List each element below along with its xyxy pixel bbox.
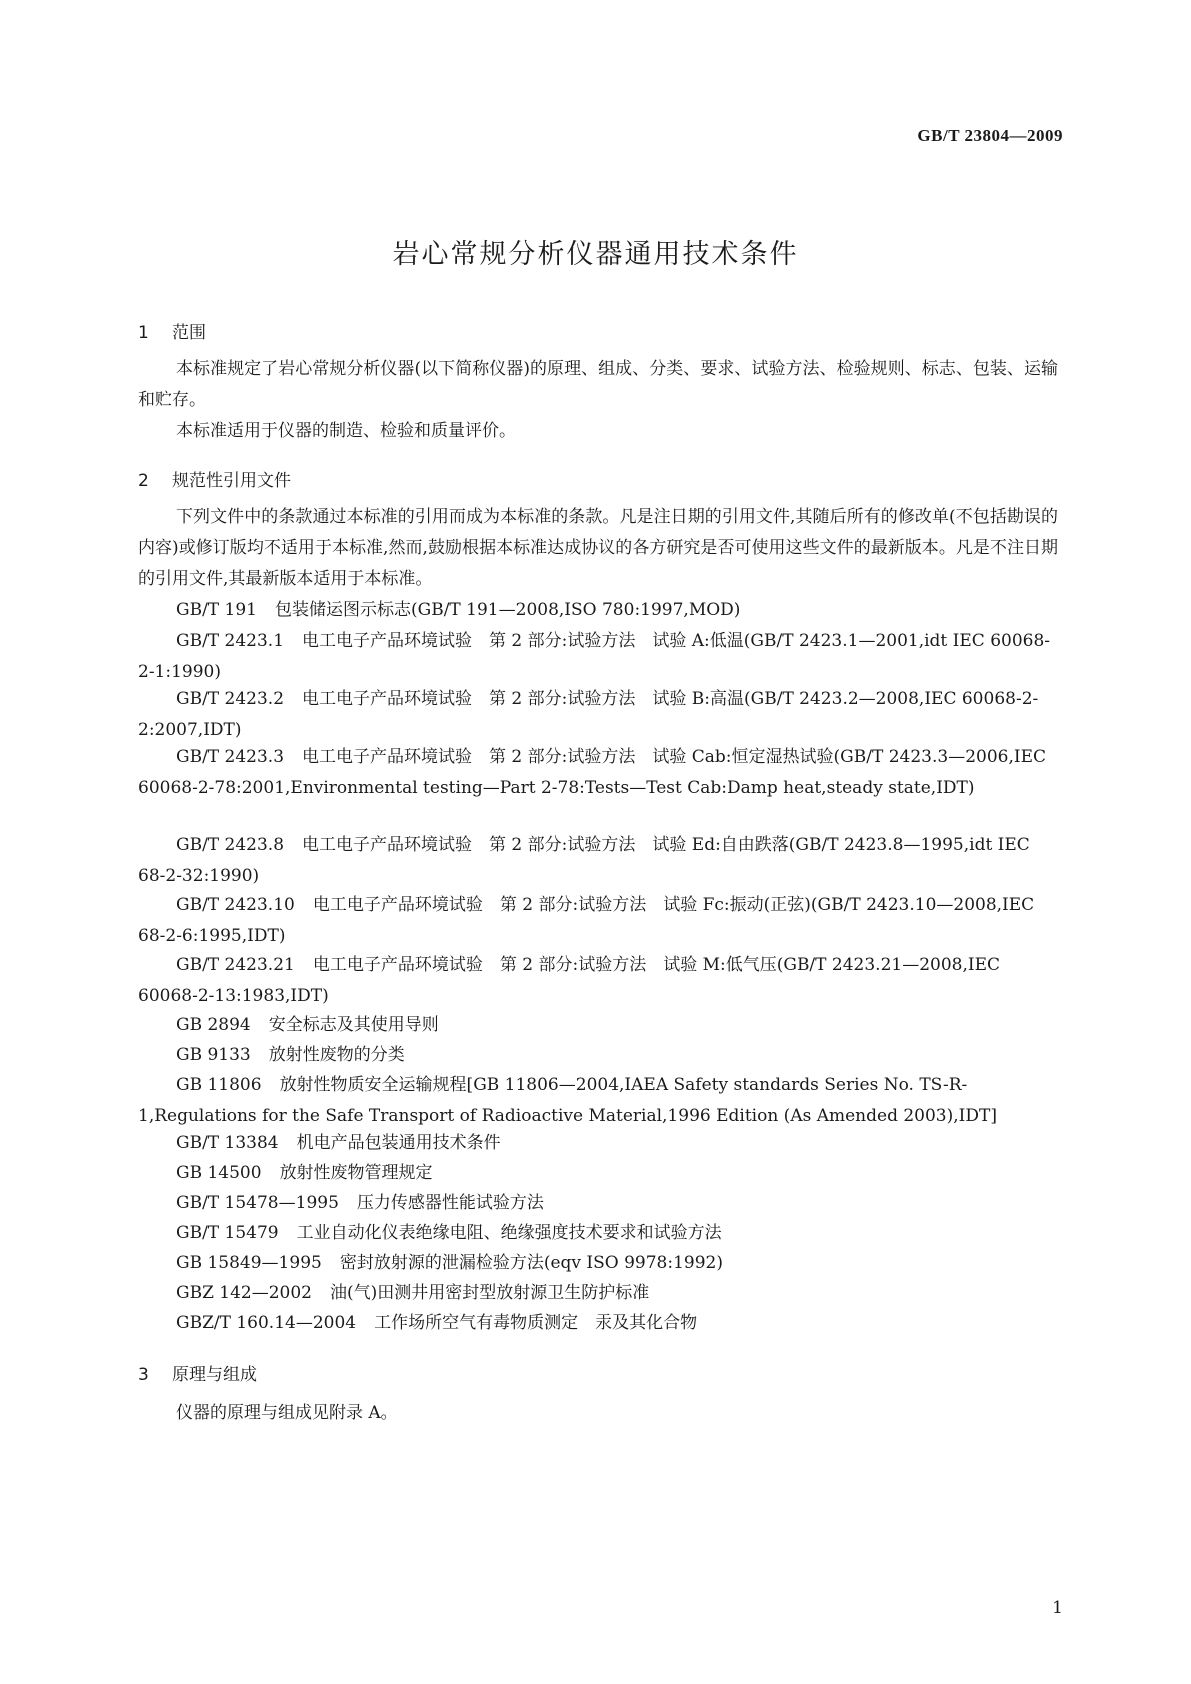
reference-text: 电工电子产品环境试验 第 2 部分:试验方法 试验 Fc:振动(正弦)(GB/T 2423.10—2008,IEC 68-2-6:1995,IDT) [138,895,1035,946]
reference-code: GB/T 191 [176,600,257,620]
reference-code: GB/T 15478—1995 [176,1193,339,1213]
reference-code: GB/T 2423.21 [176,955,295,975]
section-title: 规范性引用文件 [172,471,291,491]
reference-code: GBZ 142—2002 [176,1283,312,1303]
reference-code: GB 2894 [176,1015,251,1035]
reference-code: GB 15849—1995 [176,1253,322,1273]
reference-text: 电工电子产品环境试验 第 2 部分:试验方法 试验 M:低气压(GB/T 2423.21—2008,IEC 60068-2-13:1983,IDT) [138,955,1001,1006]
page-number: 1 [1052,1598,1063,1618]
reference-code: GB/T 2423.8 [176,835,285,855]
reference-text: 电工电子产品环境试验 第 2 部分:试验方法 试验 Ed:自由跌落(GB/T 2423.8—1995,idt IEC 68-2-32:1990) [138,835,1030,886]
reference-item [138,950,1058,1012]
reference-code: GB/T 15479 [176,1223,279,1243]
reference-item [138,684,1058,746]
reference-item [138,1158,1058,1189]
reference-code: GB 9133 [176,1045,251,1065]
reference-text: 密封放射源的泄漏检验方法(eqv ISO 9978:1992) [339,1253,723,1273]
reference-text: 电工电子产品环境试验 第 2 部分:试验方法 试验 B:高温(GB/T 2423.2—2008,IEC 60068-2-2:2007,IDT) [138,689,1039,740]
reference-text: 放射性废物管理规定 [279,1163,433,1183]
reference-item [138,890,1058,952]
reference-code: GB/T 2423.2 [176,689,285,709]
reference-item [138,1248,1058,1279]
reference-text: 电工电子产品环境试验 第 2 部分:试验方法 试验 A:低温(GB/T 2423.1—2001,idt IEC 60068-2-1:1990) [138,631,1051,682]
reference-code: GB/T 2423.1 [176,631,285,651]
reference-code: GB/T 2423.3 [176,747,285,767]
reference-item [138,742,1058,804]
paragraph: 本标准适用于仪器的制造、检验和质量评价。 [176,421,516,441]
section-heading-principle-composition [138,1360,257,1385]
section-heading-normative-references [138,466,291,491]
section-number: 1 [138,323,149,343]
standard-number: GB/T 23804—2009 [917,126,1063,145]
reference-code: GB/T 2423.10 [176,895,295,915]
reference-text: 机电产品包装通用技术条件 [296,1133,501,1153]
paragraph: 本标准规定了岩心常规分析仪器(以下简称仪器)的原理、组成、分类、要求、试验方法、检验规则、标志、包装、运输和贮存。 [138,359,1058,410]
reference-item [138,1188,1058,1219]
reference-code: GB/T 13384 [176,1133,279,1153]
section-title: 范围 [172,323,206,343]
reference-item [138,1070,1058,1132]
reference-item [138,1308,1058,1339]
reference-item [138,1010,1058,1041]
reference-item [138,830,1058,892]
reference-text: 工作场所空气有毒物质测定 汞及其化合物 [374,1313,698,1333]
reference-code: GB 14500 [176,1163,262,1183]
reference-code: GBZ/T 160.14—2004 [176,1313,357,1333]
reference-text: 安全标志及其使用导则 [268,1015,439,1035]
reference-item [138,1278,1058,1309]
reference-text: 工业自动化仪表绝缘电阻、绝缘强度技术要求和试验方法 [296,1223,722,1243]
paragraph: 下列文件中的条款通过本标准的引用而成为本标准的条款。凡是注日期的引用文件,其随后所有的修改单(不包括勘误的内容)或修订版均不适用于本标准,然而,鼓励根据本标准达成协议的各方研究是否可使用这些文件的最新版本。凡是不注日期的引用文件,其最新版本适用于本标准。 [138,507,1058,589]
reference-item [138,1040,1058,1071]
reference-item [138,1218,1058,1249]
reference-text: 油(气)田测井用密封型放射源卫生防护标准 [330,1283,650,1303]
reference-text: 电工电子产品环境试验 第 2 部分:试验方法 试验 Cab:恒定湿热试验(GB/T 2423.3—2006,IEC 60068-2-78:2001,Environmental testing—Part 2-78:Tests—Test Cab:Damp heat,steady state,IDT) [138,747,1046,798]
reference-text: 压力传感器性能试验方法 [356,1193,544,1213]
reference-item [138,626,1058,688]
reference-item [138,1128,1058,1159]
reference-text: 放射性废物的分类 [268,1045,405,1065]
reference-text: 放射性物质安全运输规程[GB 11806—2004,IAEA Safety standards Series No. TS-R-1,Regulations for the Safe Transport of Radioactive Material,1996 Edition (As Amended 2003),IDT] [138,1075,997,1126]
section-number: 2 [138,471,149,491]
document-title: 岩心常规分析仪器通用技术条件 [392,239,799,270]
section-heading-scope [138,318,206,343]
section-number: 3 [138,1365,149,1385]
paragraph: 仪器的原理与组成见附录 A。 [176,1403,398,1423]
section-title: 原理与组成 [172,1365,257,1385]
reference-code: GB 11806 [176,1075,262,1095]
reference-item [138,595,1058,626]
reference-text: 包装储运图示标志(GB/T 191—2008,ISO 780:1997,MOD) [275,600,741,620]
